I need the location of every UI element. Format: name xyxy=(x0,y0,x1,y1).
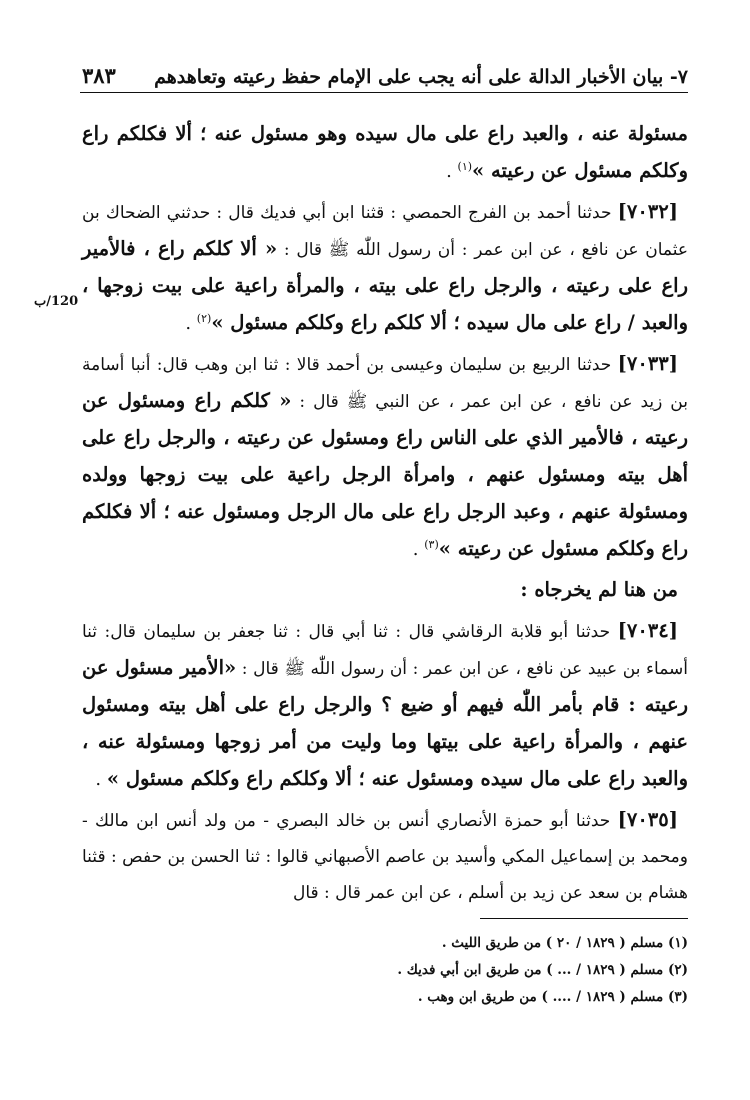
paragraph-end: . xyxy=(446,161,458,182)
footnote-3: (٣) مسلم ( ١٨٢٩ / .... ) من طريق ابن وهب . xyxy=(417,989,688,1005)
footnote-2: (٢) مسلم ( ١٨٢٩ / ... ) من طريق ابن أبي فديك . xyxy=(397,962,688,978)
paragraph-end: . xyxy=(95,769,107,790)
header-divider xyxy=(80,92,688,93)
heading-text: من هنا لم يخرجاه : xyxy=(520,578,678,601)
paragraph-end: . xyxy=(412,539,425,560)
matn-text: « كلكم راع ومسئول عن رعيته ، فالأمير الذي على الناس راع ومسئول عن رعيته ، والرجل راع على أهل بيته ومسئول عنهم ، وامرأة الرجل راعية على بيت زوجها وولده ومسئولة عنهم ، وعبد الرجل راع على مال الرجل ومسئول عنه ؛ ألا فكلكم راع وكلكم مسئول عن رعيته » xyxy=(82,389,688,560)
footnote-ref: (٢) xyxy=(196,312,212,325)
footnote-divider xyxy=(480,918,688,919)
chapter-title: ٧- بيان الأخبار الدالة على أنه يجب على الإمام حفظ رعيته وتعاهدهم xyxy=(154,66,688,88)
isnad-text: حدثنا أبو حمزة الأنصاري أنس بن خالد البصري - من ولد أنس ابن مالك - ومحمد بن إسماعيل المكي وأسيد بن عاصم الأصبهاني قالوا : ثنا الحسن بن حفص : قثنا هشام بن سعد عن زيد بن أسلم ، عن ابن عمر قال : قال xyxy=(82,811,688,903)
footnotes xyxy=(82,930,688,1011)
manuscript-folio-note: 120/ب xyxy=(34,294,79,309)
matn-text: «الأمير مسئول عن رعيته : قام بأمر اللّٰه فيهم أو ضيع ؟ والرجل راع على أهل بيته ومسئول عنهم ، والمرأة راعية على بيتها وما وليت من أمر زوجها ومسئولة عنه ، والعبد راع على مال سيده ومسئول عنه ؛ ألا وكلكم راع وكلكم مسئول » xyxy=(82,656,688,790)
running-header xyxy=(82,58,688,88)
hadith-number: [٧٠٣٥] xyxy=(617,808,678,831)
isnad-text: حدثنا أحمد بن الفرج الحمصي : قثنا ابن أبي فديك قال : حدثني الضحاك بن عثمان عن نافع ، عن ابن عمر : أن رسول اللّٰه ﷺ قال : xyxy=(82,203,688,260)
footnote-ref: (٣) xyxy=(424,538,439,551)
paragraph-end: . xyxy=(185,313,197,334)
isnad-text: حدثنا أبو قلابة الرقاشي قال : ثنا أبي قال : ثنا جعفر بن سليمان قال: ثنا أسماء بن عبيد عن نافع ، عن ابن عمر : أن رسول اللّٰه ﷺ قال : xyxy=(82,622,689,679)
hadith-7033 xyxy=(82,346,688,568)
footnote-ref: (١) xyxy=(457,160,473,173)
section-heading xyxy=(82,572,688,609)
paragraph-continuation xyxy=(82,116,688,190)
footnote-1: (١) مسلم ( ١٨٢٩ / ٢٠ ) من طريق الليث . xyxy=(441,935,688,951)
isnad-text: حدثنا الربيع بن سليمان وعيسى بن أحمد قالا : ثنا ابن وهب قال: أنبا أسامة بن زيد عن نافع ، عن ابن عمر ، عن النبي ﷺ قال : xyxy=(82,355,688,412)
hadith-7032 xyxy=(82,194,688,342)
hadith-number: [٧٠٣٣] xyxy=(617,352,678,375)
hadith-number: [٧٠٣٤] xyxy=(617,619,678,642)
hadith-7035 xyxy=(82,802,688,911)
main-text xyxy=(82,116,688,915)
page-number: ٣٨٣ xyxy=(82,63,116,88)
matn-text: « ألا كلكم راع ، فالأمير راع على رعيته ، والرجل راع على بيته ، والمرأة راعية على بيت زوجها ، والعبد / راع على مال سيده ؛ ألا كلكم راع وكلكم مسئول » xyxy=(82,237,688,334)
hadith-7034 xyxy=(82,613,688,798)
hadith-text: مسئولة عنه ، والعبد راع على مال سيده وهو مسئول عنه ؛ ألا فكلكم راع وكلكم مسئول عن رعيته » xyxy=(82,122,688,182)
hadith-number: [٧٠٣٢] xyxy=(617,200,678,223)
